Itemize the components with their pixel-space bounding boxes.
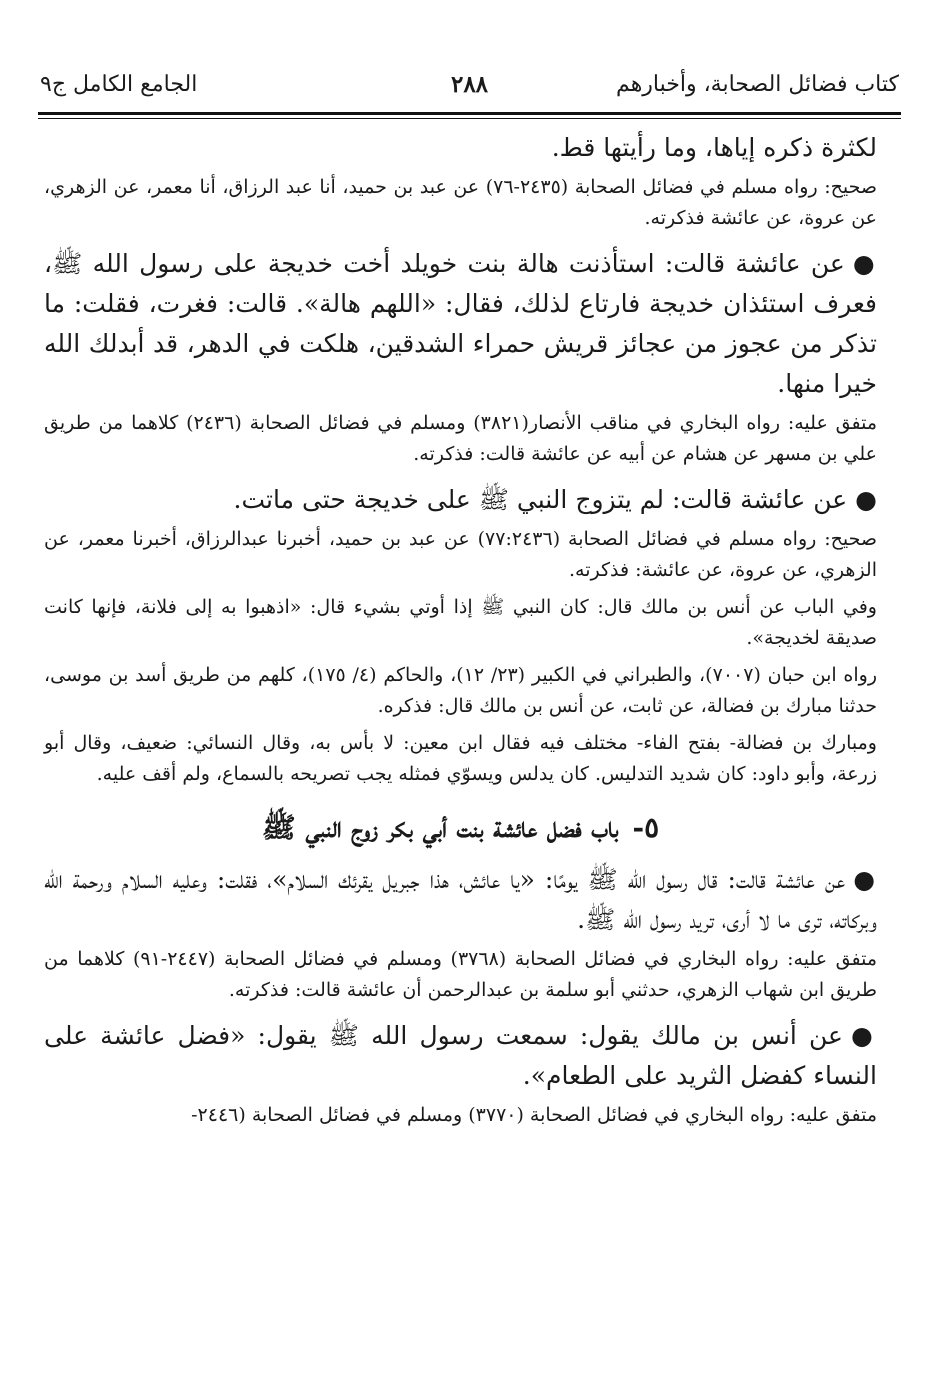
hadith-text xyxy=(44,480,877,520)
bullet-icon: ● xyxy=(853,865,877,894)
hadith-text xyxy=(44,860,877,940)
page-body xyxy=(44,128,877,1137)
hadith-text: لكثرة ذكره إياها، وما رأيتها قط. xyxy=(551,133,877,162)
bullet-icon: ● xyxy=(855,485,877,514)
hadith-commentary: رواه ابن حبان (٧٠٠٧)، والطبراني في الكبير (٢٣/ ١٢)، والحاكم (٤/ ١٧٥)، كلهم من طريق أسد بن موسى، حدثنا مبارك بن فضالة، عن ثابت، عن أنس بن مالك قال: فذكره. xyxy=(44,664,878,717)
hadith-commentary: متفق عليه: رواه البخاري في فضائل الصحابة (٣٧٦٨) ومسلم في فضائل الصحابة (٢٤٤٧-٩١) كلاهما من طريق ابن شهاب الزهري، حدثني أبو سلمة بن عبدالرحمن أن عائشة قالت: فذكرته. xyxy=(44,948,878,1001)
hadith-commentary: متفق عليه: رواه البخاري في مناقب الأنصار(٣٨٢١) ومسلم في فضائل الصحابة (٢٤٣٦) كلاهما من طريق علي بن مسهر عن هشام عن أبيه عن عائشة قالت: فذكرته. xyxy=(44,412,878,465)
hadith-text xyxy=(44,1016,877,1096)
bullet-icon: ● xyxy=(850,1021,877,1050)
chapter-title: باب فضل عائشة بنت أبي بكر زوج النبي ﷺ xyxy=(261,811,619,844)
hadith-text xyxy=(44,244,877,404)
header-rule-thin xyxy=(38,118,901,119)
chapter-heading xyxy=(44,806,877,850)
hadith-body: عن أنس بن مالك يقول: سمعت رسول الله ﷺ يقول: «فضل عائشة على النساء كفضل الثريد على الطعام». xyxy=(44,1021,877,1090)
hadith-body: عن عائشة قالت: استأذنت هالة بنت خويلد أخت خديجة على رسول الله ﷺ، فعرف استئذان خديجة فارتاع لذلك، فقال: «اللهم هالة». قالت: فغرت، فقلت: ما تذكر من عجوز من عجائز قريش حمراء الشدقين، هلكت في الدهر، قد أبدلك الله خيرا منها. xyxy=(44,249,877,398)
running-header xyxy=(40,64,899,104)
hadith-commentary: وفي الباب عن أنس بن مالك قال: كان النبي ﷺ إذا أوتي بشيء قال: «اذهبوا به إلى فلانة، فإنها كانت صديقة لخديجة». xyxy=(44,596,877,649)
hadith-commentary: ومبارك بن فضالة- بفتح الفاء- مختلف فيه فقال ابن معين: لا بأس به، وقال النسائي: ضعيف، وقال أبو زرعة، وأبو داود: كان شديد التدليس. كان يدلس ويسوّي فمثله يجب تصريحه بالسماع، ولم أقف عليه. xyxy=(44,732,877,785)
page-number: ٢٨٨ xyxy=(450,70,489,98)
hadith-body: عن عائشة قالت: قال رسول الله ﷺ يومًا: «يا عائش، هذا جبريل يقرئك السلام»، فقلت: وعليه السلام ورحمة الله وبركاته، ترى ما لا أرى، تريد رسول الله ﷺ. xyxy=(44,865,877,934)
bullet-icon: ● xyxy=(852,249,877,278)
header-book-title: كتاب فضائل الصحابة، وأخبارهم xyxy=(616,71,899,97)
header-volume-title: الجامع الكامل ج٩ xyxy=(40,71,198,97)
hadith-commentary: صحيح: رواه مسلم في فضائل الصحابة (٧٧:٢٤٣٦) عن عبد بن حميد، أخبرنا عبدالرزاق، أخبرنا معمر، عن الزهري، عن عروة، عن عائشة: فذكرته. xyxy=(44,528,877,581)
header-rule-thick xyxy=(38,112,901,115)
hadith-commentary: متفق عليه: رواه البخاري في فضائل الصحابة (٣٧٧٠) ومسلم في فضائل الصحابة (٢٤٤٦- xyxy=(191,1104,877,1126)
hadith-commentary: صحيح: رواه مسلم في فضائل الصحابة (٢٤٣٥-٧٦) عن عبد بن حميد، أنا عبد الرزاق، أنا معمر، عن الزهري، عن عروة، عن عائشة فذكرته. xyxy=(44,176,877,229)
chapter-number: ٥- xyxy=(632,811,660,844)
hadith-body: عن عائشة قالت: لم يتزوج النبي ﷺ على خديجة حتى ماتت. xyxy=(233,485,848,514)
